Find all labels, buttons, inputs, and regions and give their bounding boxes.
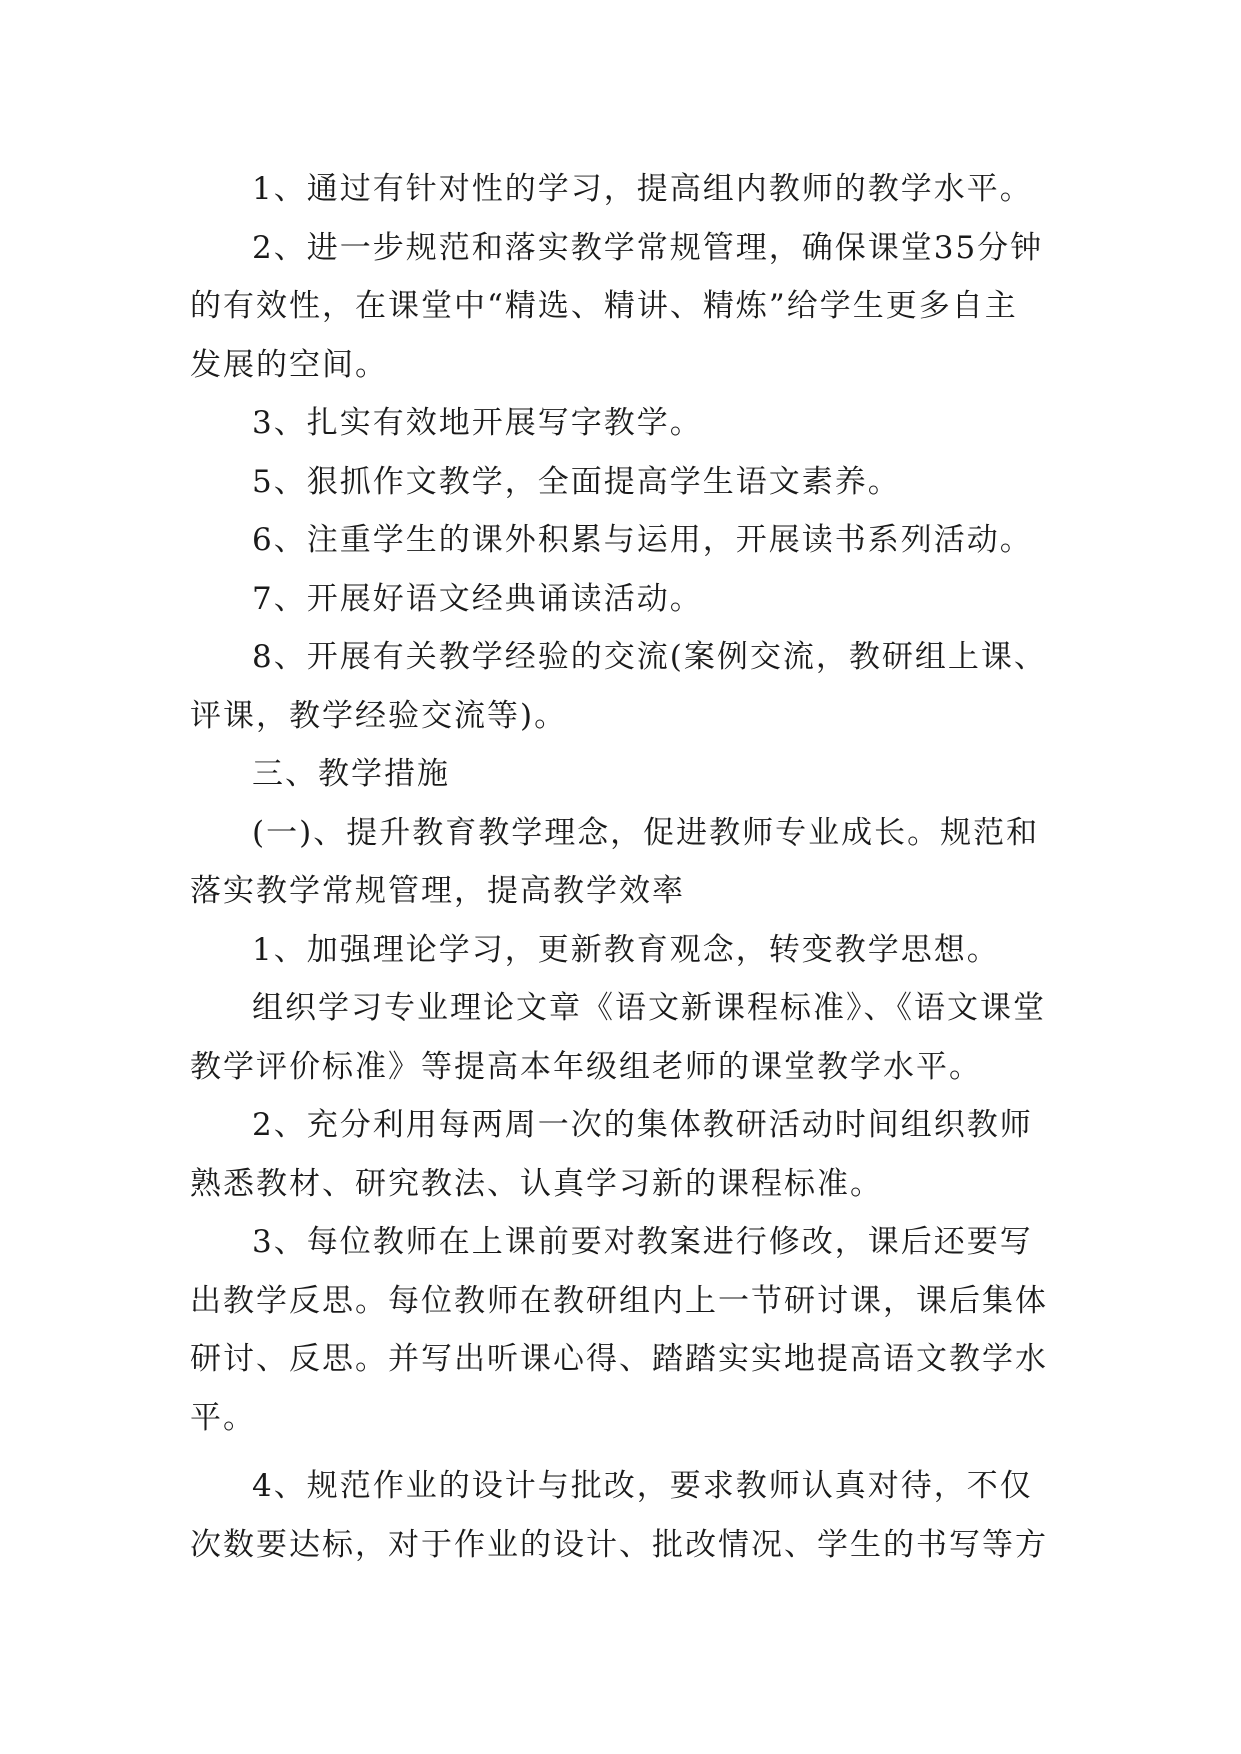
paragraph-measure-2 xyxy=(190,1096,1070,1213)
text-line: (一)、提升教育教学理念，促进教师专业成长。规范和 xyxy=(252,814,1040,851)
text-line: 组织学习专业理论文章《语文新课程标准》、《语文课堂 xyxy=(252,990,1046,1026)
text-line: 2、进一步规范和落实教学常规管理，确保课堂35分钟 xyxy=(252,229,1044,266)
section-heading-measures xyxy=(190,745,1070,804)
paragraph-measure-3 xyxy=(190,1213,1070,1447)
text-line: 出教学反思。每位教师在教研组内上一节研讨课，课后集体 xyxy=(190,1282,1048,1319)
text-line: 发展的空间。 xyxy=(190,346,388,383)
document-body xyxy=(190,160,1070,1574)
text-line: 5、狠抓作文教学，全面提高学生语文素养。 xyxy=(252,463,901,500)
text-line: 次数要达标，对于作业的设计、批改情况、学生的书写等方 xyxy=(190,1526,1048,1563)
paragraph-goal-1 xyxy=(190,160,1070,219)
heading-text: 三、教学措施 xyxy=(252,756,450,792)
paragraph-goal-8 xyxy=(190,628,1070,745)
text-line: 4、规范作业的设计与批改，要求教师认真对待，不仅 xyxy=(252,1468,1033,1504)
paragraph-goal-5 xyxy=(190,453,1070,512)
text-line: 3、扎实有效地开展写字教学。 xyxy=(252,405,703,441)
text-line: 2、充分利用每两周一次的集体教研活动时间组织教师 xyxy=(252,1107,1033,1143)
text-line: 平。 xyxy=(190,1399,256,1436)
text-line: 6、注重学生的课外积累与运用，开展读书系列活动。 xyxy=(252,522,1033,558)
text-line: 1、加强理论学习，更新教育观念，转变教学思想。 xyxy=(252,931,1000,968)
paragraph-measure-1 xyxy=(190,921,1070,980)
paragraph-goal-6 xyxy=(190,511,1070,570)
text-line: 1、通过有针对性的学习，提高组内教师的教学水平。 xyxy=(252,171,1033,207)
text-line: 7、开展好语文经典诵读活动。 xyxy=(252,580,703,617)
paragraph-goal-3 xyxy=(190,394,1070,453)
paragraph-measure-4 xyxy=(190,1457,1070,1574)
subsection-heading-1 xyxy=(190,804,1070,921)
paragraph-measure-1-detail xyxy=(190,979,1070,1096)
paragraph-goal-2 xyxy=(190,219,1070,395)
text-line: 的有效性，在课堂中“精选、精讲、精炼”给学生更多自主 xyxy=(190,288,1018,324)
text-line: 熟悉教材、研究教法、认真学习新的课程标准。 xyxy=(190,1165,883,1202)
text-line: 3、每位教师在上课前要对教案进行修改，课后还要写 xyxy=(252,1224,1033,1260)
text-line: 研讨、反思。并写出听课心得、踏踏实实地提高语文教学水 xyxy=(190,1341,1048,1377)
text-line: 教学评价标准》等提高本年级组老师的课堂教学水平。 xyxy=(190,1048,982,1085)
text-line: 评课，教学经验交流等)。 xyxy=(190,697,568,734)
text-line: 落实教学常规管理，提高教学效率 xyxy=(190,873,685,909)
paragraph-goal-7 xyxy=(190,570,1070,629)
text-line: 8、开展有关教学经验的交流(案例交流，教研组上课、 xyxy=(252,639,1047,675)
